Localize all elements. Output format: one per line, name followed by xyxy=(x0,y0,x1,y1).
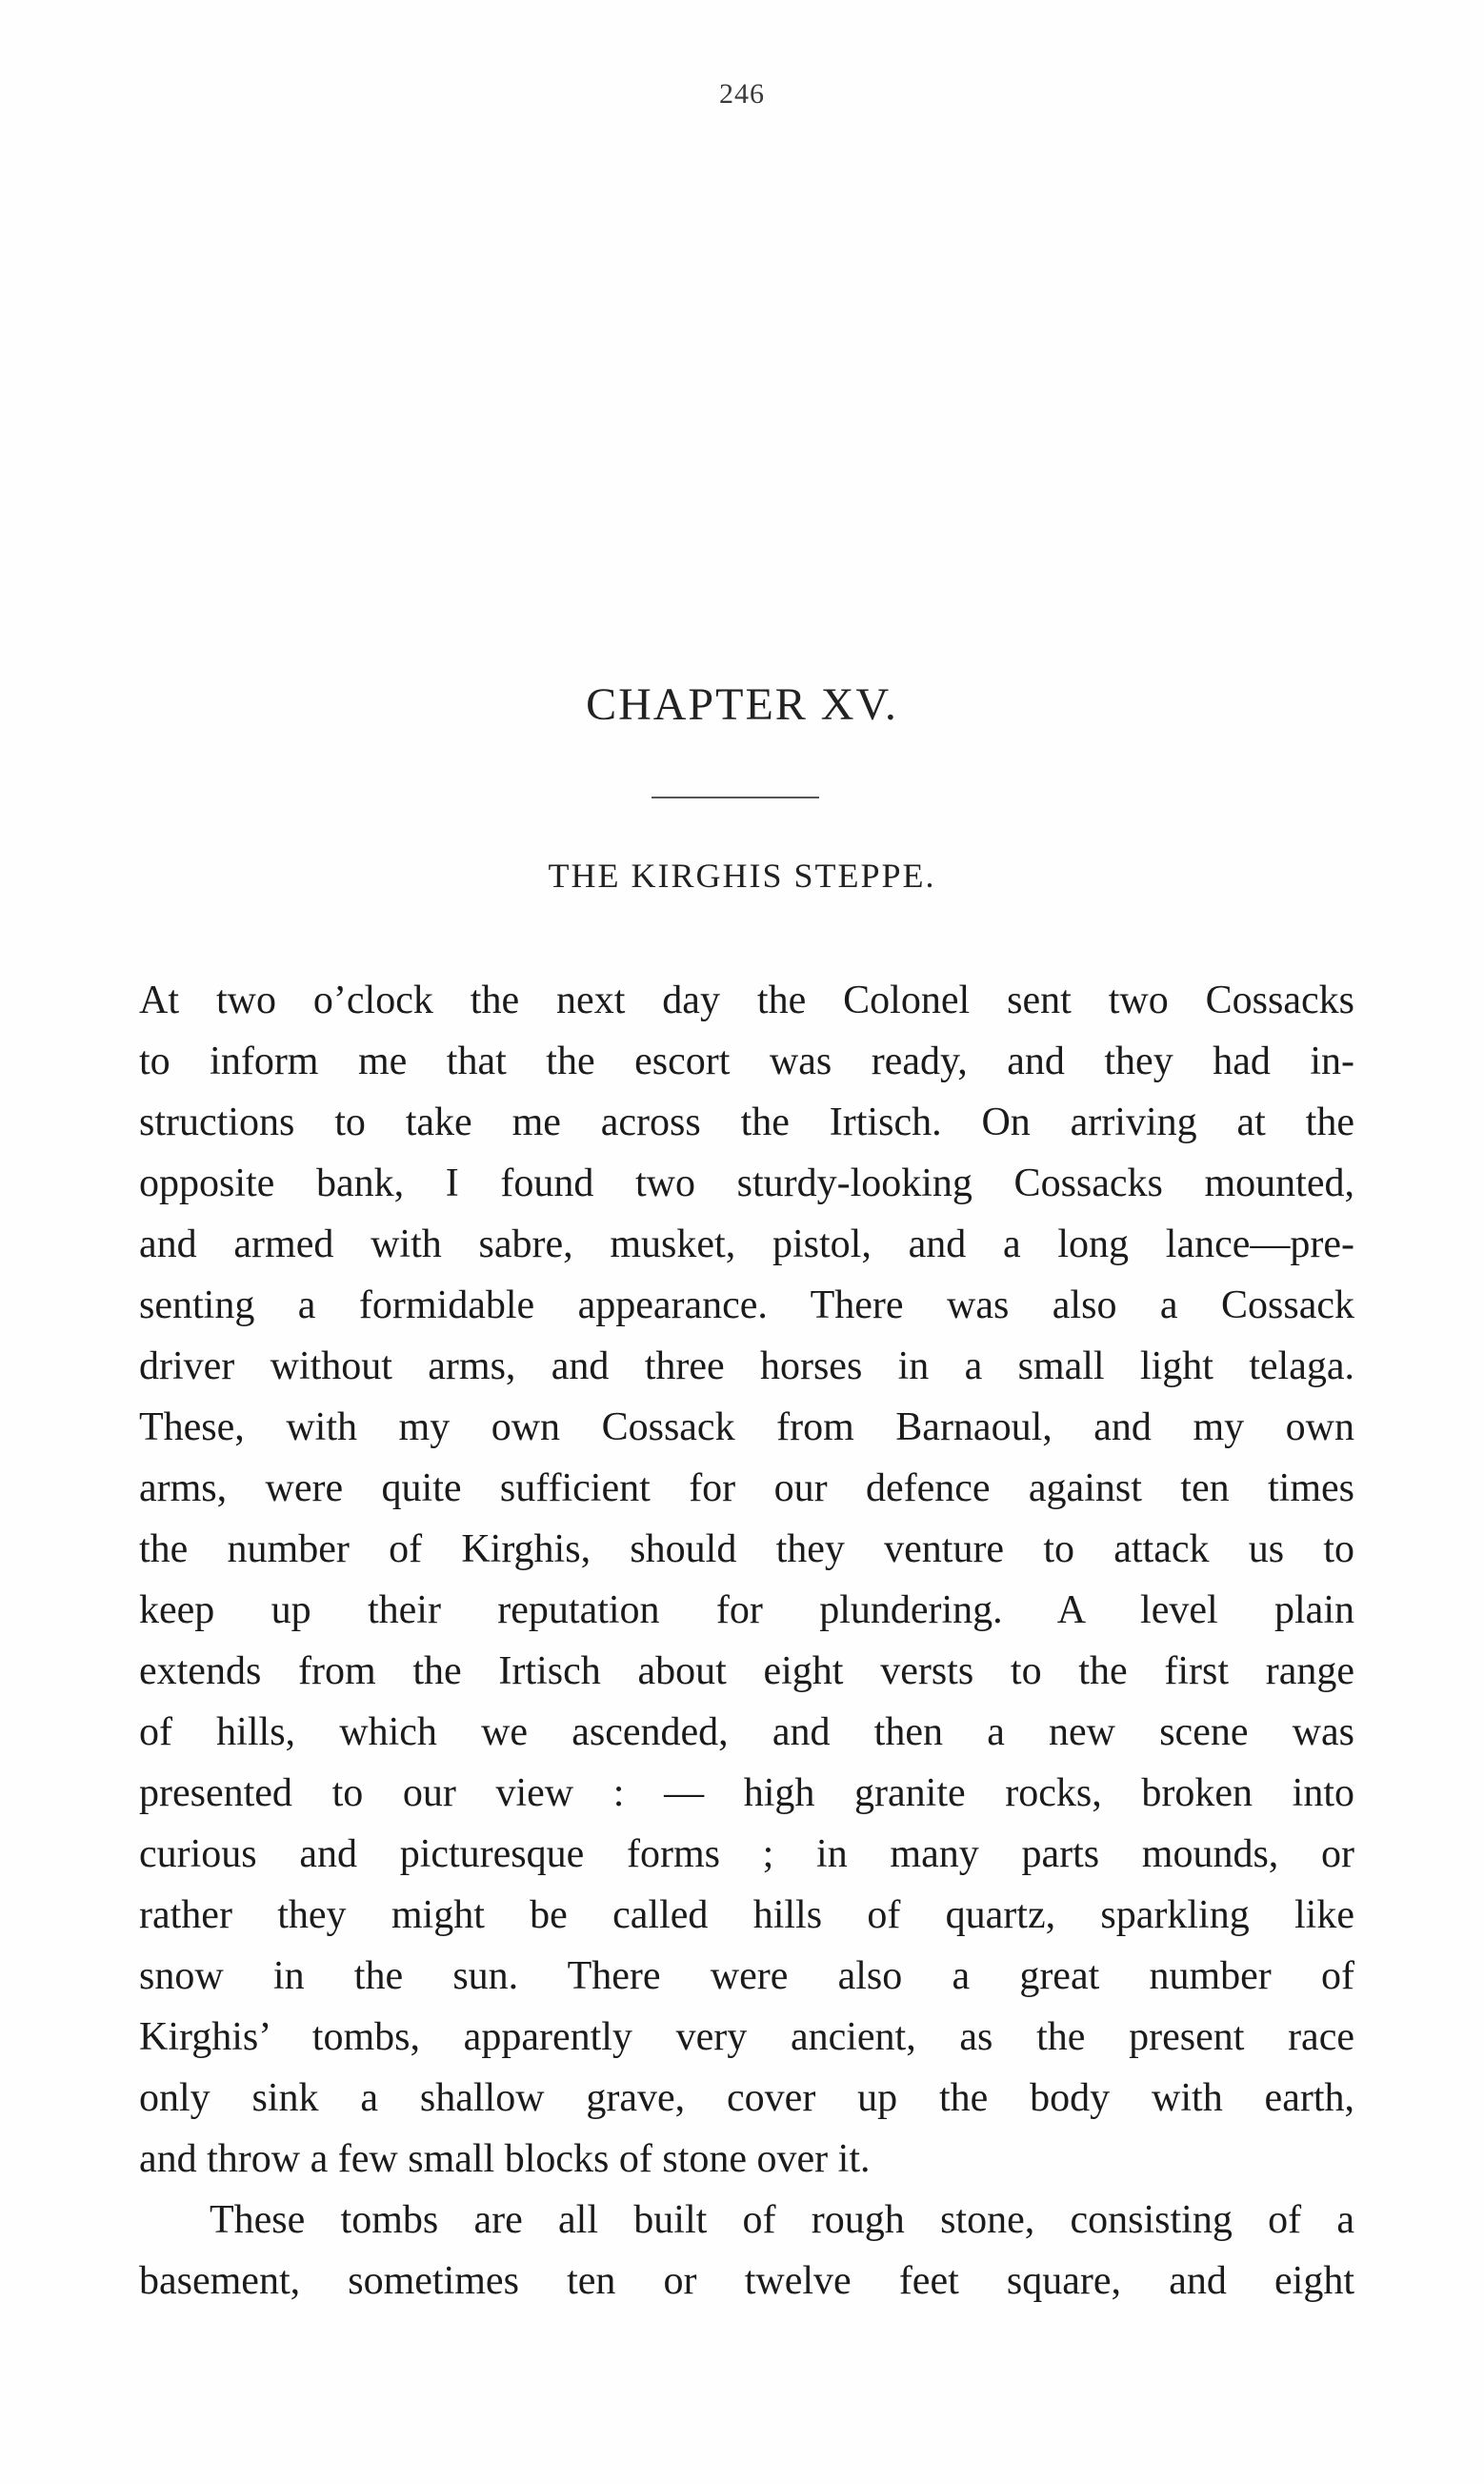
text-line: snow in the sun. There were also a great number of xyxy=(139,1954,1354,1998)
text-line: These, with my own Cossack from Barnaoul, and my own xyxy=(139,1405,1354,1449)
text-line: curious and picturesque forms ; in many parts mounds, or xyxy=(139,1832,1354,1876)
text-line: the number of Kirghis, should they venture to attack us to xyxy=(139,1527,1354,1571)
text-line: opposite bank, I found two sturdy-looking Cossacks mounted, xyxy=(139,1161,1354,1205)
text-line: extends from the Irtisch about eight versts to the first range xyxy=(139,1649,1354,1693)
text-line: basement, sometimes ten or twelve feet square, and eight xyxy=(139,2259,1354,2303)
text-line: and throw a few small blocks of stone over it. xyxy=(139,2137,871,2181)
text-line: senting a formidable appearance. There was also a Cossack xyxy=(139,1283,1354,1327)
body-text xyxy=(139,970,1354,2312)
chapter-title: CHAPTER XV. xyxy=(586,679,898,730)
text-line: of hills, which we ascended, and then a new scene was xyxy=(139,1710,1354,1754)
text-line: presented to our view : — high granite rocks, broken into xyxy=(139,1771,1354,1815)
text-line: structions to take me across the Irtisch. On arriving at the xyxy=(139,1101,1354,1144)
page-number: 246 xyxy=(719,78,765,110)
text-line: driver without arms, and three horses in a small light telaga. xyxy=(139,1344,1354,1388)
text-line: arms, were quite sufficient for our defence against ten times xyxy=(139,1466,1354,1510)
text-line: to inform me that the escort was ready, and they had in- xyxy=(139,1040,1354,1083)
text-line: These tombs are all built of rough stone, consisting of a xyxy=(210,2198,1354,2242)
text-line: keep up their reputation for plundering. A level plain xyxy=(139,1588,1354,1632)
text-line: rather they might be called hills of quartz, sparkling like xyxy=(139,1893,1354,1937)
title-divider xyxy=(652,797,819,798)
text-line: Kirghis’ tombs, apparently very ancient, as the present race xyxy=(139,2015,1354,2059)
chapter-subtitle: THE KIRGHIS STEPPE. xyxy=(548,857,936,895)
text-line: only sink a shallow grave, cover up the body with earth, xyxy=(139,2076,1354,2120)
text-line: At two o’clock the next day the Colonel sent two Cossacks xyxy=(139,979,1354,1022)
text-line: and armed with sabre, musket, pistol, and a long lance—pre- xyxy=(139,1222,1354,1266)
